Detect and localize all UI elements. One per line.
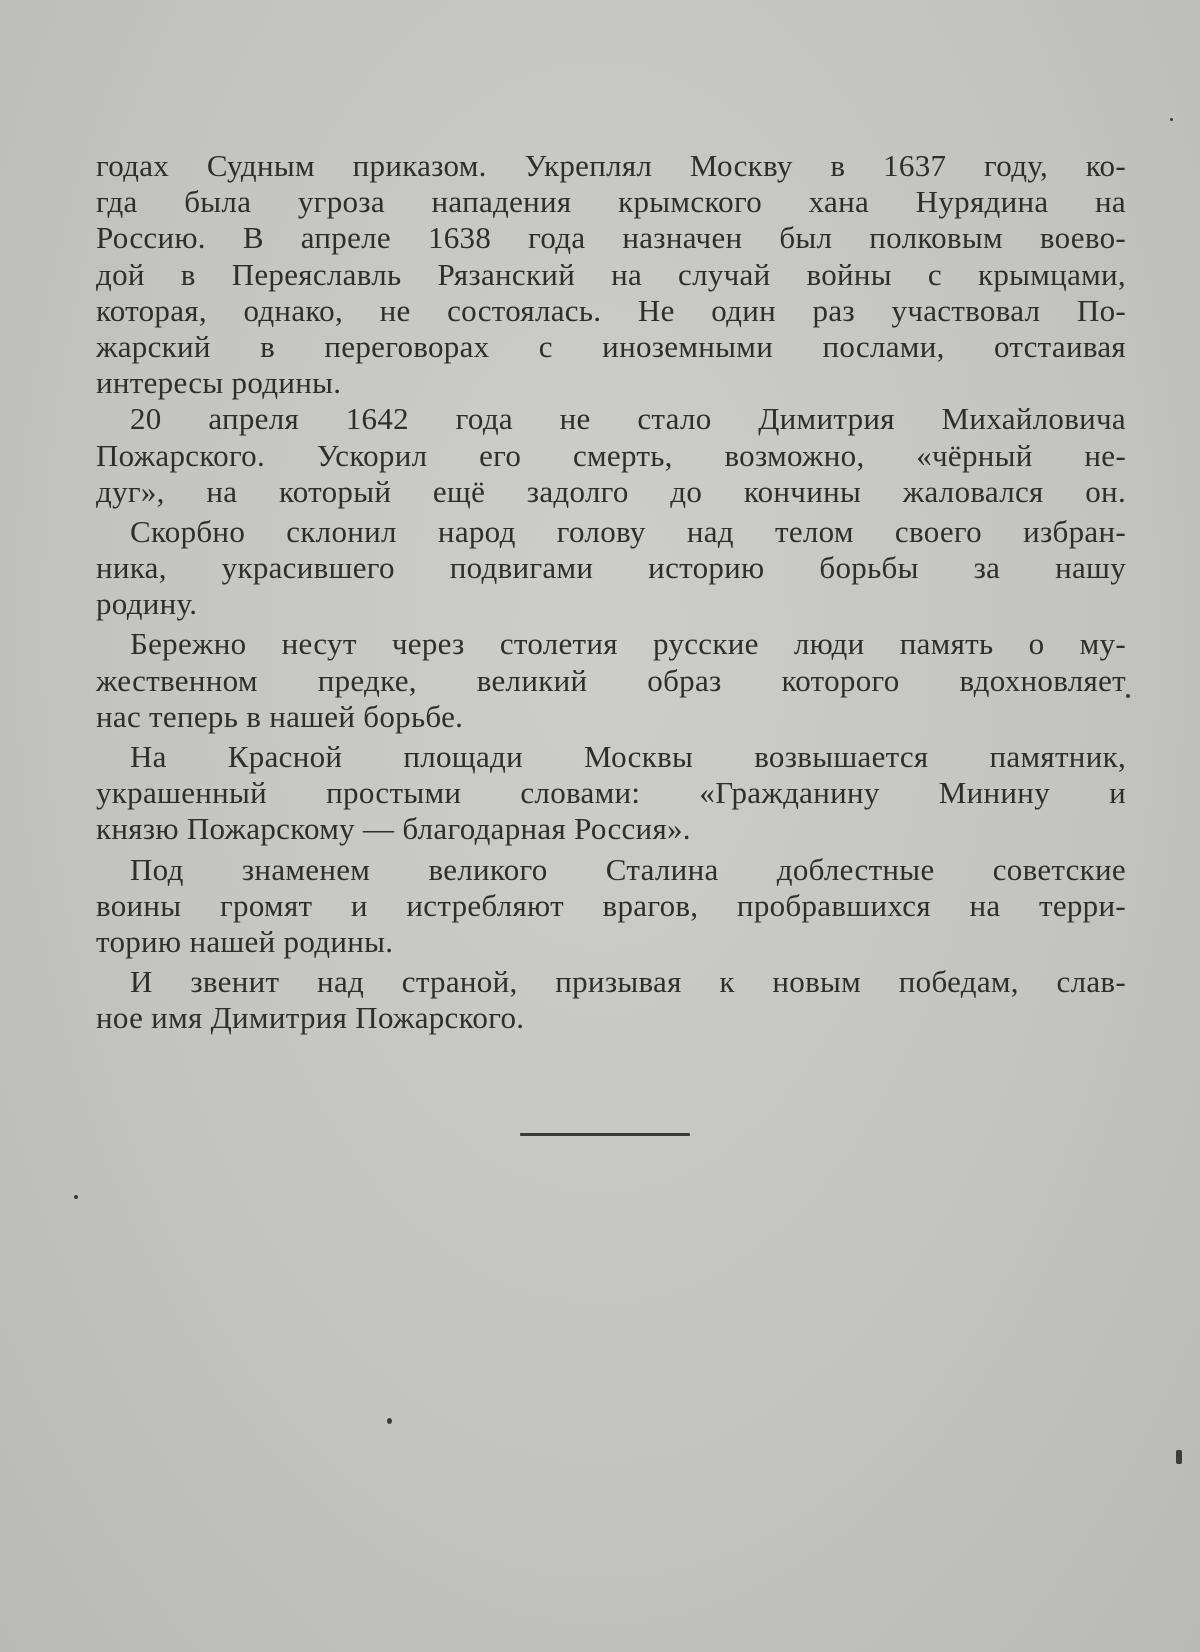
paragraph-4 [96,626,1126,735]
text-line: торию нашей родины. [96,923,394,959]
text-line: Бережно несут через столетия русские люди память о му- [130,626,1126,662]
text-line: жественном предке, великий образ которого вдохновляет [96,662,1126,698]
paragraph-2 [96,401,1126,510]
text-line: ника, украсившего подвигами историю борьбы за нашу [96,550,1126,586]
paragraph-3 [96,514,1126,623]
text-line: Пожарского. Ускорил его смерть, возможно, «чёрный не- [96,437,1126,473]
text-line: годах Судным приказом. Укреплял Москву в 1637 году, ко- [96,148,1126,183]
text-line: дуг», на который ещё задолго до кончины жаловался он. [96,473,1126,509]
ink-speck [1170,118,1173,121]
text-line: родину. [96,586,198,622]
text-line: ное имя Димитрия Пожарского. [96,1000,525,1036]
paragraph-6 [96,852,1126,961]
paragraph-7 [96,964,1126,1036]
text-line: интересы родины. [96,365,342,401]
paragraph-1 [96,148,1126,401]
ink-speck [1126,694,1130,698]
text-line: Под знаменем великого Сталина доблестные советские [130,851,1126,887]
text-line: князю Пожарскому — благодарная Россия». [96,811,691,847]
text-line: И звенит над страной, призывая к новым победам, слав- [130,964,1126,1000]
text-line: которая, однако, не состоялась. Не один раз участвовал По- [96,292,1126,328]
ink-speck [74,1195,78,1199]
text-line: воины громят и истребляют врагов, пробравшихся на терри- [96,887,1126,923]
section-divider [520,1133,690,1136]
text-line: нас теперь в нашей борьбе. [96,698,464,734]
body-text [96,148,1126,1037]
text-line: жарский в переговорах с иноземными послами, отстаивая [96,328,1126,364]
text-line: 20 апреля 1642 года не стало Димитрия Михайловича [130,401,1126,437]
text-line: Скорбно склонил народ голову над телом своего избран- [130,513,1126,549]
ink-speck [1176,1450,1182,1464]
text-line: дой в Переяславль Рязанский на случай войны с крымцами, [96,256,1126,292]
text-line: гда была угроза нападения крымского хана Нурядина на [96,184,1126,220]
paragraph-5 [96,739,1126,848]
ink-speck [387,1418,392,1424]
text-line: Россию. В апреле 1638 года назначен был полковым воево- [96,220,1126,256]
text-line: На Красной площади Москвы возвышается памятник, [130,739,1126,774]
text-line: украшенный простыми словами: «Гражданину Минину и [96,775,1126,811]
